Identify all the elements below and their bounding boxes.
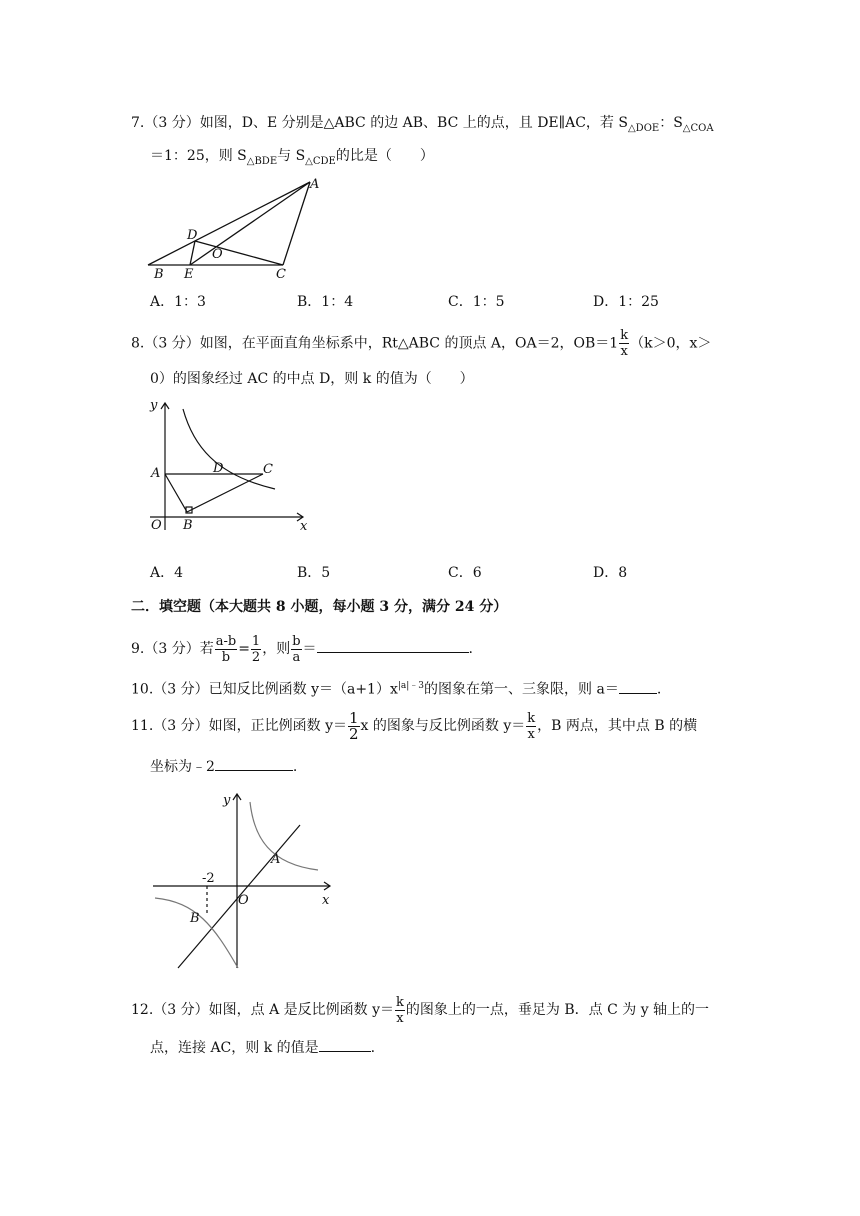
q11-prefix: 11.（3 分）如图，正比例函数 y＝ [131, 718, 347, 734]
q7-line1 [131, 113, 714, 139]
q12-line2-text: 点，连接 AC，则 k 的值是 [150, 1040, 319, 1056]
q7-figure [140, 170, 340, 285]
q9-f2-den: 2 [251, 649, 261, 665]
q11-label-neg2: -2 [202, 871, 215, 886]
q8-label-D: D [213, 461, 224, 476]
q9-fraction-2 [251, 634, 261, 665]
q7-option-a: A．1：3 [150, 294, 206, 310]
q7-sub3: △BDE [246, 155, 278, 167]
q9-answer-blank[interactable] [317, 638, 469, 653]
q8-option-b: B．5 [297, 565, 331, 581]
q8-figure [145, 395, 315, 535]
q11-f2-num: k [527, 710, 536, 726]
q11-f2-den: x [527, 726, 535, 742]
section-heading: 二．填空题（本大题共 8 小题，每小题 3 分，满分 24 分） [131, 599, 508, 615]
q11-label-B: B [190, 911, 200, 926]
q7-text-mid: 与 S [277, 148, 306, 164]
q11-line1 [131, 706, 697, 746]
q12-line1 [131, 990, 709, 1030]
q8-option-a: A．4 [150, 565, 184, 581]
q10-prefix: 10.（3 分）已知反比例函数 y＝（a+1）x [131, 681, 398, 698]
q12-fraction [395, 995, 405, 1026]
q12-f-den: x [396, 1010, 404, 1026]
q8-fraction [619, 328, 629, 359]
q8-line-AB [165, 474, 187, 512]
q11-f1-num: 1 [348, 708, 359, 727]
q11-label-A: A [271, 852, 281, 867]
q12-end: . [370, 1040, 376, 1056]
q9-suffix: ＝ [302, 641, 317, 657]
q12-answer-blank[interactable] [319, 1037, 371, 1052]
q8-text1a: 8.（3 分）如图，在平面直角坐标系中，Rt△ABC 的顶点 A，OA＝2，OB＝1 [131, 335, 619, 352]
q7-text2a: ＝1：25，则 S [150, 148, 247, 164]
q7-sep: ：S [659, 115, 683, 131]
q8-frac-num: k [620, 328, 629, 343]
q12-line2 [150, 1037, 375, 1058]
q8-hyperbola [183, 409, 275, 489]
q11-figure [150, 788, 340, 973]
q9-f3-num: b [292, 633, 301, 649]
q10-suffix: 的图象在第一、三象限，则 a＝ [424, 681, 619, 698]
q11-hyperbola-branch-2 [155, 898, 238, 968]
q8-line-BC [187, 474, 263, 512]
q11-fraction-1 [348, 708, 360, 743]
q11-line2-text: 坐标为﹣2 [150, 759, 215, 775]
q8-line2: 0）的图象经过 AC 的中点 D，则 k 的值为（ ） [150, 371, 474, 387]
q8-option-d: D．8 [593, 565, 628, 581]
q8-text1b: （k＞0，x＞ [630, 335, 712, 352]
q11-suffix: ，B 两点，其中点 B 的横 [537, 718, 698, 734]
q11-label-y: y [223, 793, 231, 808]
q10-answer-blank[interactable] [619, 679, 657, 694]
q11-mid: x 的图象与反比例函数 y＝ [360, 718, 526, 734]
q9-f1-den: b [221, 649, 231, 665]
q11-label-x: x [322, 893, 330, 908]
q8-label-C: C [263, 462, 273, 477]
q7-label-A: A [310, 177, 320, 192]
q9-line [131, 630, 473, 668]
q10-end: . [656, 681, 662, 698]
q7-option-d: D．1：25 [593, 294, 659, 310]
q10-line [131, 676, 661, 700]
q7-line2 [150, 146, 434, 172]
q7-option-c: C．1：5 [448, 294, 505, 310]
q9-eq: = [238, 641, 250, 657]
q7-sub2: △COA [682, 122, 714, 134]
q7-sub4: △CDE [305, 155, 336, 167]
q7-label-E: E [184, 267, 194, 282]
q9-f3-den: a [292, 649, 301, 665]
q8-label-y: y [150, 398, 158, 413]
q8-label-O: O [151, 518, 162, 533]
q8-label-B: B [183, 518, 193, 533]
q7-text2b: 的比是（ ） [335, 148, 434, 164]
q7-label-D: D [187, 228, 198, 243]
q8-label-x: x [300, 519, 308, 534]
q11-fraction-2 [526, 711, 536, 742]
q11-hyperbola-branch-1 [250, 802, 318, 870]
q12-suffix: 的图象上的一点，垂足为 B．点 C 为 y 轴上的一 [405, 1002, 710, 1018]
q9-fraction-1 [215, 634, 237, 665]
q11-label-O: O [238, 893, 249, 908]
q9-end: . [468, 641, 473, 657]
q7-label-C: C [276, 267, 286, 282]
q8-line1 [131, 328, 711, 359]
q12-prefix: 12.（3 分）如图，点 A 是反比例函数 y＝ [131, 1002, 394, 1018]
q7-line-EA [190, 182, 310, 265]
q11-line2 [150, 756, 297, 777]
q7-option-b: B．1：4 [297, 294, 354, 310]
q9-mid: ，则 [262, 641, 291, 657]
q8-label-A: A [151, 466, 161, 481]
q9-f2-num: 1 [251, 633, 261, 649]
q7-label-B: B [154, 267, 164, 282]
q11-answer-blank[interactable] [215, 756, 293, 771]
q7-label-O: O [212, 247, 223, 262]
q10-exponent: |a|﹣3 [397, 681, 425, 691]
q9-f1-num: a-b [215, 633, 237, 649]
q11-end: . [292, 759, 298, 775]
q7-line-BA [148, 182, 310, 265]
q12-f-num: k [396, 994, 404, 1010]
q8-option-c: C．6 [448, 565, 482, 581]
q7-text1: 7.（3 分）如图，D、E 分别是△ABC 的边 AB、BC 上的点，且 DE∥AC，若 S [131, 115, 628, 131]
q7-sub1: △DOE [627, 122, 660, 134]
q8-frac-den: x [620, 344, 628, 359]
q9-prefix: 9.（3 分）若 [131, 641, 214, 657]
q9-fraction-3 [291, 634, 301, 665]
q11-f1-den: 2 [348, 724, 359, 743]
